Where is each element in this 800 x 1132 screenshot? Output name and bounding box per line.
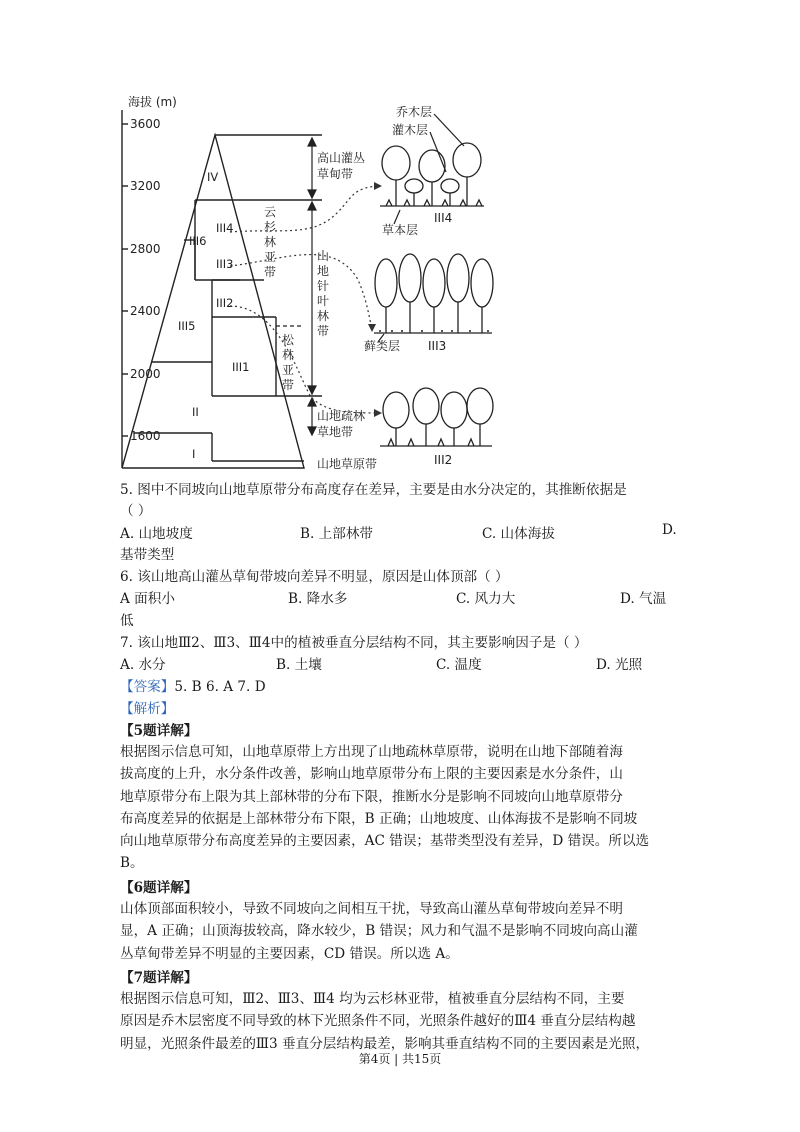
inset-label-iii4: III4 (434, 211, 453, 225)
layer-herb-label: 草本层 (382, 223, 419, 237)
y-tick-3600: 3600 (130, 117, 161, 131)
y-tick-3200: 3200 (130, 179, 161, 193)
question-7-stem: 7. 该山地Ⅲ2、Ⅲ3、Ⅲ4中的植被垂直分层结构不同，其主要影响因子是（ ） (120, 635, 588, 651)
answer-tag: 【答案】 (120, 679, 175, 695)
zone-iii3: III3 (216, 257, 234, 271)
question-5-option-b: B. 上部林带 (300, 526, 374, 542)
zone-iii2: III2 (216, 296, 234, 310)
belt-pine-label: 松林亚带 (282, 333, 295, 392)
question-5-option-d: D. (662, 522, 677, 538)
analysis-tag: 【解析】 (120, 701, 175, 717)
belt-conifer-label: 山地针叶林带 (317, 249, 330, 338)
inset-iii2-trees (380, 388, 493, 446)
layer-tree-label: 乔木层 (396, 105, 433, 119)
detail-7-line: 原因是乔木层密度不同导致的林下光照条件不同，光照条件越好的Ⅲ4 垂直分层结构越 (120, 1013, 636, 1030)
detail-5-line: 根据图示信息可知，山地草原带上方出现了山地疏林草原带，说明在山地下部随着海 (120, 744, 623, 760)
question-5-option-a: A. 山地坡度 (120, 526, 193, 542)
question-7-option-d: D. 光照 (596, 657, 643, 673)
detail-7-body (120, 988, 686, 1055)
detail-7-title: 【7题详解】 (120, 970, 198, 986)
zone-iii5: III5 (178, 319, 196, 333)
zone-iii6: III6 (189, 234, 207, 248)
y-tick-2400: 2400 (130, 304, 161, 318)
zone-i: I (192, 447, 196, 461)
detail-5-title: 【5题详解】 (120, 723, 198, 739)
question-6-option-a: A 面积小 (120, 591, 175, 607)
inset-label-iii2: III2 (434, 453, 453, 467)
question-7-option-a: A. 水分 (120, 657, 166, 673)
question-7-option-c: C. 温度 (436, 657, 482, 673)
detail-5-line: 向山地草原带分布高度差异的主要因素，AC 错误；基带类型没有差异，D 错误。所以选 (120, 833, 650, 850)
inset-label-iii3: III3 (428, 339, 447, 353)
y-tick-2000: 2000 (130, 367, 161, 381)
zone-iii4: III4 (216, 221, 234, 235)
question-6-option-d: D. 气温 (620, 591, 667, 607)
y-axis-label: 海拔 (m) (128, 95, 177, 109)
answer-text: 5. B 6. A 7. D (174, 679, 266, 695)
detail-6-title: 【6题详解】 (120, 880, 198, 896)
question-6-option-d-text: 低 (120, 613, 134, 629)
question-5-option-d-text: 基带类型 (120, 547, 175, 563)
page-footer: 第4页 | 共15页 (358, 1052, 442, 1066)
belt-alpine-label-2: 草甸带 (317, 167, 354, 181)
detail-6-line: 丛草甸带差异不明显的主要因素，CD 错误。所以选 A。 (120, 945, 459, 962)
belt-alpine-label-1: 高山灌丛 (317, 151, 366, 165)
inset-iii4-trees (380, 143, 484, 206)
y-tick-1600: 1600 (130, 429, 161, 443)
detail-6-body (120, 898, 686, 965)
layer-moss-label: 藓类层 (364, 339, 401, 353)
detail-6-line: 山体顶部面积较小，导致不同坡向之间相互干扰，导致高山灌丛草甸带坡向差异不明 (120, 901, 623, 917)
inset-iii3-trees (374, 254, 493, 333)
detail-5-line: B。 (120, 855, 144, 872)
vertical-zonation-diagram (112, 88, 532, 480)
zone-iv: IV (207, 170, 219, 184)
detail-7-line: 明显，光照条件最差的Ⅲ3 垂直分层结构最差，影响其垂直结构不同的主要因素是光照， (120, 1035, 650, 1052)
zone-ii: II (192, 405, 199, 419)
question-7-option-b: B. 土壤 (276, 657, 322, 673)
question-5-stem: 5. 图中不同坡向山地草原带分布高度存在差异，主要是由水分决定的，其推断依据是 (120, 482, 627, 498)
belt-spruce-label: 云杉林亚带 (264, 205, 277, 279)
question-6-stem: 6. 该山地高山灌丛草甸带坡向差异不明显，原因是山体顶部（ ） (120, 569, 509, 585)
answer-line (120, 675, 266, 695)
question-6-option-b: B. 降水多 (288, 591, 348, 607)
detail-5-line: 布高度差异的依据是上部林带分布下限，B 正确；山地坡度、山体海拔不是影响不同坡 (120, 810, 638, 827)
y-tick-2800: 2800 (130, 242, 161, 256)
belt-sparse-label-2: 草地带 (317, 425, 354, 439)
question-5-option-c: C. 山体海拔 (482, 526, 555, 542)
belt-sparse-label-1: 山地疏林 (317, 409, 366, 423)
detail-6-line: 显，A 正确；山顶海拔较高，降水较少，B 错误；风力和气温不是影响不同坡向高山灌 (120, 923, 638, 940)
question-6-option-c: C. 风力大 (456, 591, 516, 607)
detail-7-line: 根据图示信息可知，Ⅲ2、Ⅲ3、Ⅲ4 均为云杉林亚带，植被垂直分层结构不同，主要 (120, 991, 625, 1007)
layer-shrub-label: 灌木层 (392, 123, 429, 137)
detail-5-line: 地草原带分布上限为其上部林带的分布下限，推断水分是影响不同坡向山地草原带分 (120, 788, 623, 805)
detail-5-body (120, 741, 686, 875)
zone-iii1: III1 (232, 360, 250, 374)
question-5-blank: （ ） (120, 503, 152, 519)
detail-5-line: 拔高度的上升，水分条件改善，影响山地草原带分布上限的主要因素是水分条件，山 (120, 766, 623, 783)
belt-steppe-label: 山地草原带 (317, 457, 378, 471)
